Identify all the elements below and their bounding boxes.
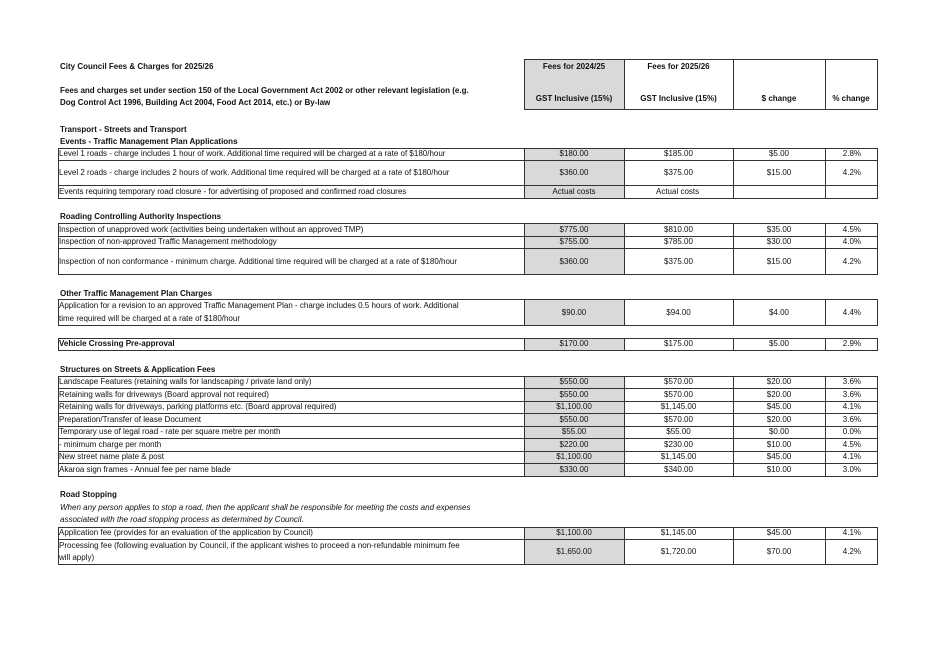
table-cell-fee-2425: $775.00 [559, 225, 589, 234]
section-other-tmp: Other Traffic Management Plan Charges [60, 289, 213, 298]
table-cell-change: $4.00 [768, 308, 790, 317]
table-row-desc: Temporary use of legal road - rate per square metre per month [59, 427, 281, 436]
table-cell-fee-2526: $785.00 [664, 237, 693, 246]
table-cell-fee-2425: $170.00 [559, 339, 589, 348]
table-cell-fee-2425: Actual costs [552, 187, 596, 196]
table-cell-fee-2425: $550.00 [559, 377, 589, 386]
table-cell-fee-2425: $1,100.00 [556, 402, 592, 411]
table-cell-fee-2526: $1,145.00 [660, 528, 697, 537]
table-row-desc: New street name plate & post [59, 452, 164, 461]
table-cell-fee-2526: $1,145.00 [660, 452, 697, 461]
table-cell-fee-2526: $1,720.00 [660, 547, 697, 556]
section-structures: Structures on Streets & Application Fees [60, 365, 216, 374]
table-cell-change: $0.00 [768, 427, 790, 436]
table-cell-change: $5.00 [768, 149, 790, 158]
section-events: Events - Traffic Management Plan Applications [60, 137, 238, 146]
header-gst-2024-25: GST Inclusive (15%) [535, 94, 613, 103]
table-cell-fee-2425: $1,100.00 [556, 528, 592, 537]
section-transport: Transport - Streets and Transport [60, 125, 187, 134]
table-row-desc: Akaroa sign frames - Annual fee per name blade [59, 465, 231, 474]
table-row-desc: Inspection of non conformance - minimum charge. Additional time required will be charged at a rate of $180/hour [59, 257, 457, 266]
table-cell-pct: 2.9% [842, 339, 861, 348]
table-cell-fee-2526: $94.00 [666, 308, 691, 317]
table-cell-fee-2526: $570.00 [664, 415, 693, 424]
subtitle-line2: Dog Control Act 1996, Building Act 2004, Food Act 2014, etc.) or By-law [60, 98, 331, 107]
table-cell-fee-2425: $755.00 [559, 237, 589, 246]
table-cell-change: $15.00 [766, 257, 792, 266]
table-cell-fee-2526: $1,145.00 [660, 402, 697, 411]
table-cell-change: $10.00 [766, 465, 792, 474]
section-rca: Roading Controlling Authority Inspections [60, 212, 222, 221]
table-cell-pct: 3.6% [842, 377, 861, 386]
header-fees-2025-26: Fees for 2025/26 [647, 62, 710, 71]
table-cell-fee-2425: $180.00 [559, 149, 589, 158]
table-cell-fee-2425: $330.00 [559, 465, 589, 474]
table-cell-fee-2526: $340.00 [664, 465, 693, 474]
road-stopping-note-line2: associated with the road stopping process as determined by Council. [60, 515, 304, 524]
table-cell-fee-2425: $220.00 [559, 440, 589, 449]
table-cell-fee-2526: $570.00 [664, 390, 693, 399]
section-road-stopping: Road Stopping [60, 490, 117, 499]
table-cell-fee-2526: $570.00 [664, 377, 693, 386]
table-row-desc-line2: time required will be charged at a rate of $180/hour [59, 314, 240, 323]
table-cell-change: $45.00 [766, 402, 792, 411]
table-cell-fee-2425: $550.00 [559, 390, 589, 399]
table-row-desc: Level 1 roads - charge includes 1 hour of work. Additional time required will be charged at a rate of $180/hour [59, 149, 446, 158]
table-cell-fee-2425: $1,100.00 [556, 452, 592, 461]
table-cell-pct: 4.1% [842, 528, 861, 537]
table-cell-change: $45.00 [766, 528, 792, 537]
table-cell-change: $45.00 [766, 452, 792, 461]
table-cell-fee-2425: $360.00 [559, 257, 589, 266]
table-cell-pct: 4.4% [842, 308, 861, 317]
table-cell-change: $15.00 [766, 168, 792, 177]
subtitle-line1: Fees and charges set under section 150 of the Local Government Act 2002 or other relevant legislation (e.g. [60, 86, 469, 95]
table-cell-pct: 4.0% [842, 237, 861, 246]
table-cell-pct: 4.5% [842, 440, 861, 449]
table-cell-fee-2425: $1,650.00 [556, 547, 592, 556]
table-row-desc: Preparation/Transfer of lease Document [59, 415, 201, 424]
table-row-desc: Application fee (provides for an evaluation of the application by Council) [59, 528, 313, 537]
table-cell-change: $35.00 [766, 225, 792, 234]
table-cell-change: $20.00 [766, 390, 792, 399]
table-cell-change: $5.00 [768, 339, 790, 348]
road-stopping-note-line1: When any person applies to stop a road, then the applicant shall be responsible for meeting the costs and expenses [60, 503, 471, 512]
header-fees-2024-25: Fees for 2024/25 [542, 62, 606, 71]
table-cell-fee-2425: $90.00 [561, 308, 587, 317]
vehicle-crossing-label: Vehicle Crossing Pre-approval [59, 339, 175, 348]
table-cell-pct: 4.1% [842, 402, 861, 411]
table-row-desc: Inspection of unapproved work (activities being undertaken without an approved TMP) [59, 225, 364, 234]
table-cell-fee-2425: $550.00 [559, 415, 589, 424]
table-cell-fee-2526: Actual costs [656, 187, 700, 196]
table-cell-change: $20.00 [766, 415, 792, 424]
header-dollar-change: $ change [761, 94, 797, 103]
table-cell-fee-2526: $375.00 [664, 168, 693, 177]
table-cell-change: $10.00 [766, 440, 792, 449]
table-row-desc: Events requiring temporary road closure - for advertising of proposed and confirmed road closures [59, 187, 407, 196]
table-cell-pct: 4.2% [842, 547, 861, 556]
table-cell-fee-2526: $185.00 [664, 149, 693, 158]
table-cell-change: $30.00 [766, 237, 792, 246]
table-cell-pct: 3.6% [842, 390, 861, 399]
table-cell-fee-2526: $175.00 [664, 339, 693, 348]
table-cell-pct: 0.0% [842, 427, 861, 436]
table-row-desc: Level 2 roads - charge includes 2 hours of work. Additional time required will be charged at a rate of $180/hour [59, 168, 450, 177]
table-cell-fee-2526: $55.00 [666, 427, 691, 436]
table-cell-fee-2425: $55.00 [561, 427, 587, 436]
table-cell-pct: 4.1% [842, 452, 861, 461]
table-cell-pct: 4.2% [842, 257, 861, 266]
table-row-desc: Retaining walls for driveways, parking platforms etc. (Board approval required) [59, 402, 337, 411]
table-cell-fee-2526: $230.00 [664, 440, 693, 449]
header-gst-2025-26: GST Inclusive (15%) [640, 94, 717, 103]
table-cell-pct: 3.0% [842, 465, 861, 474]
table-row-desc: - minimum charge per month [59, 440, 162, 449]
table-row-desc: Inspection of non-approved Traffic Management methodology [59, 237, 277, 246]
table-cell-pct: 3.6% [842, 415, 861, 424]
table-cell-pct: 2.8% [842, 149, 861, 158]
table-row-desc: Landscape Features (retaining walls for landscaping / private land only) [59, 377, 312, 386]
table-row-desc: Retaining walls for driveways (Board approval not required) [59, 390, 269, 399]
table-row-desc-line1: Processing fee (following evaluation by Council, if the applicant wishes to proceed a non-refundable minimum fee [59, 541, 460, 550]
table-cell-fee-2425: $360.00 [559, 168, 589, 177]
table-cell-pct: 4.5% [842, 225, 861, 234]
table-cell-change: $70.00 [766, 547, 792, 556]
table-cell-pct: 4.2% [842, 168, 861, 177]
table-cell-change: $20.00 [766, 377, 792, 386]
table-row-desc-line1: Application for a revision to an approved Traffic Management Plan - charge includes 0.5 hours of work. Additional [59, 301, 459, 310]
table-row-desc-line2: will apply) [59, 553, 95, 562]
page-title: City Council Fees & Charges for 2025/26 [60, 62, 214, 71]
header-pct-change: % change [832, 94, 870, 103]
table-cell-fee-2526: $375.00 [664, 257, 693, 266]
table-cell-fee-2526: $810.00 [664, 225, 693, 234]
